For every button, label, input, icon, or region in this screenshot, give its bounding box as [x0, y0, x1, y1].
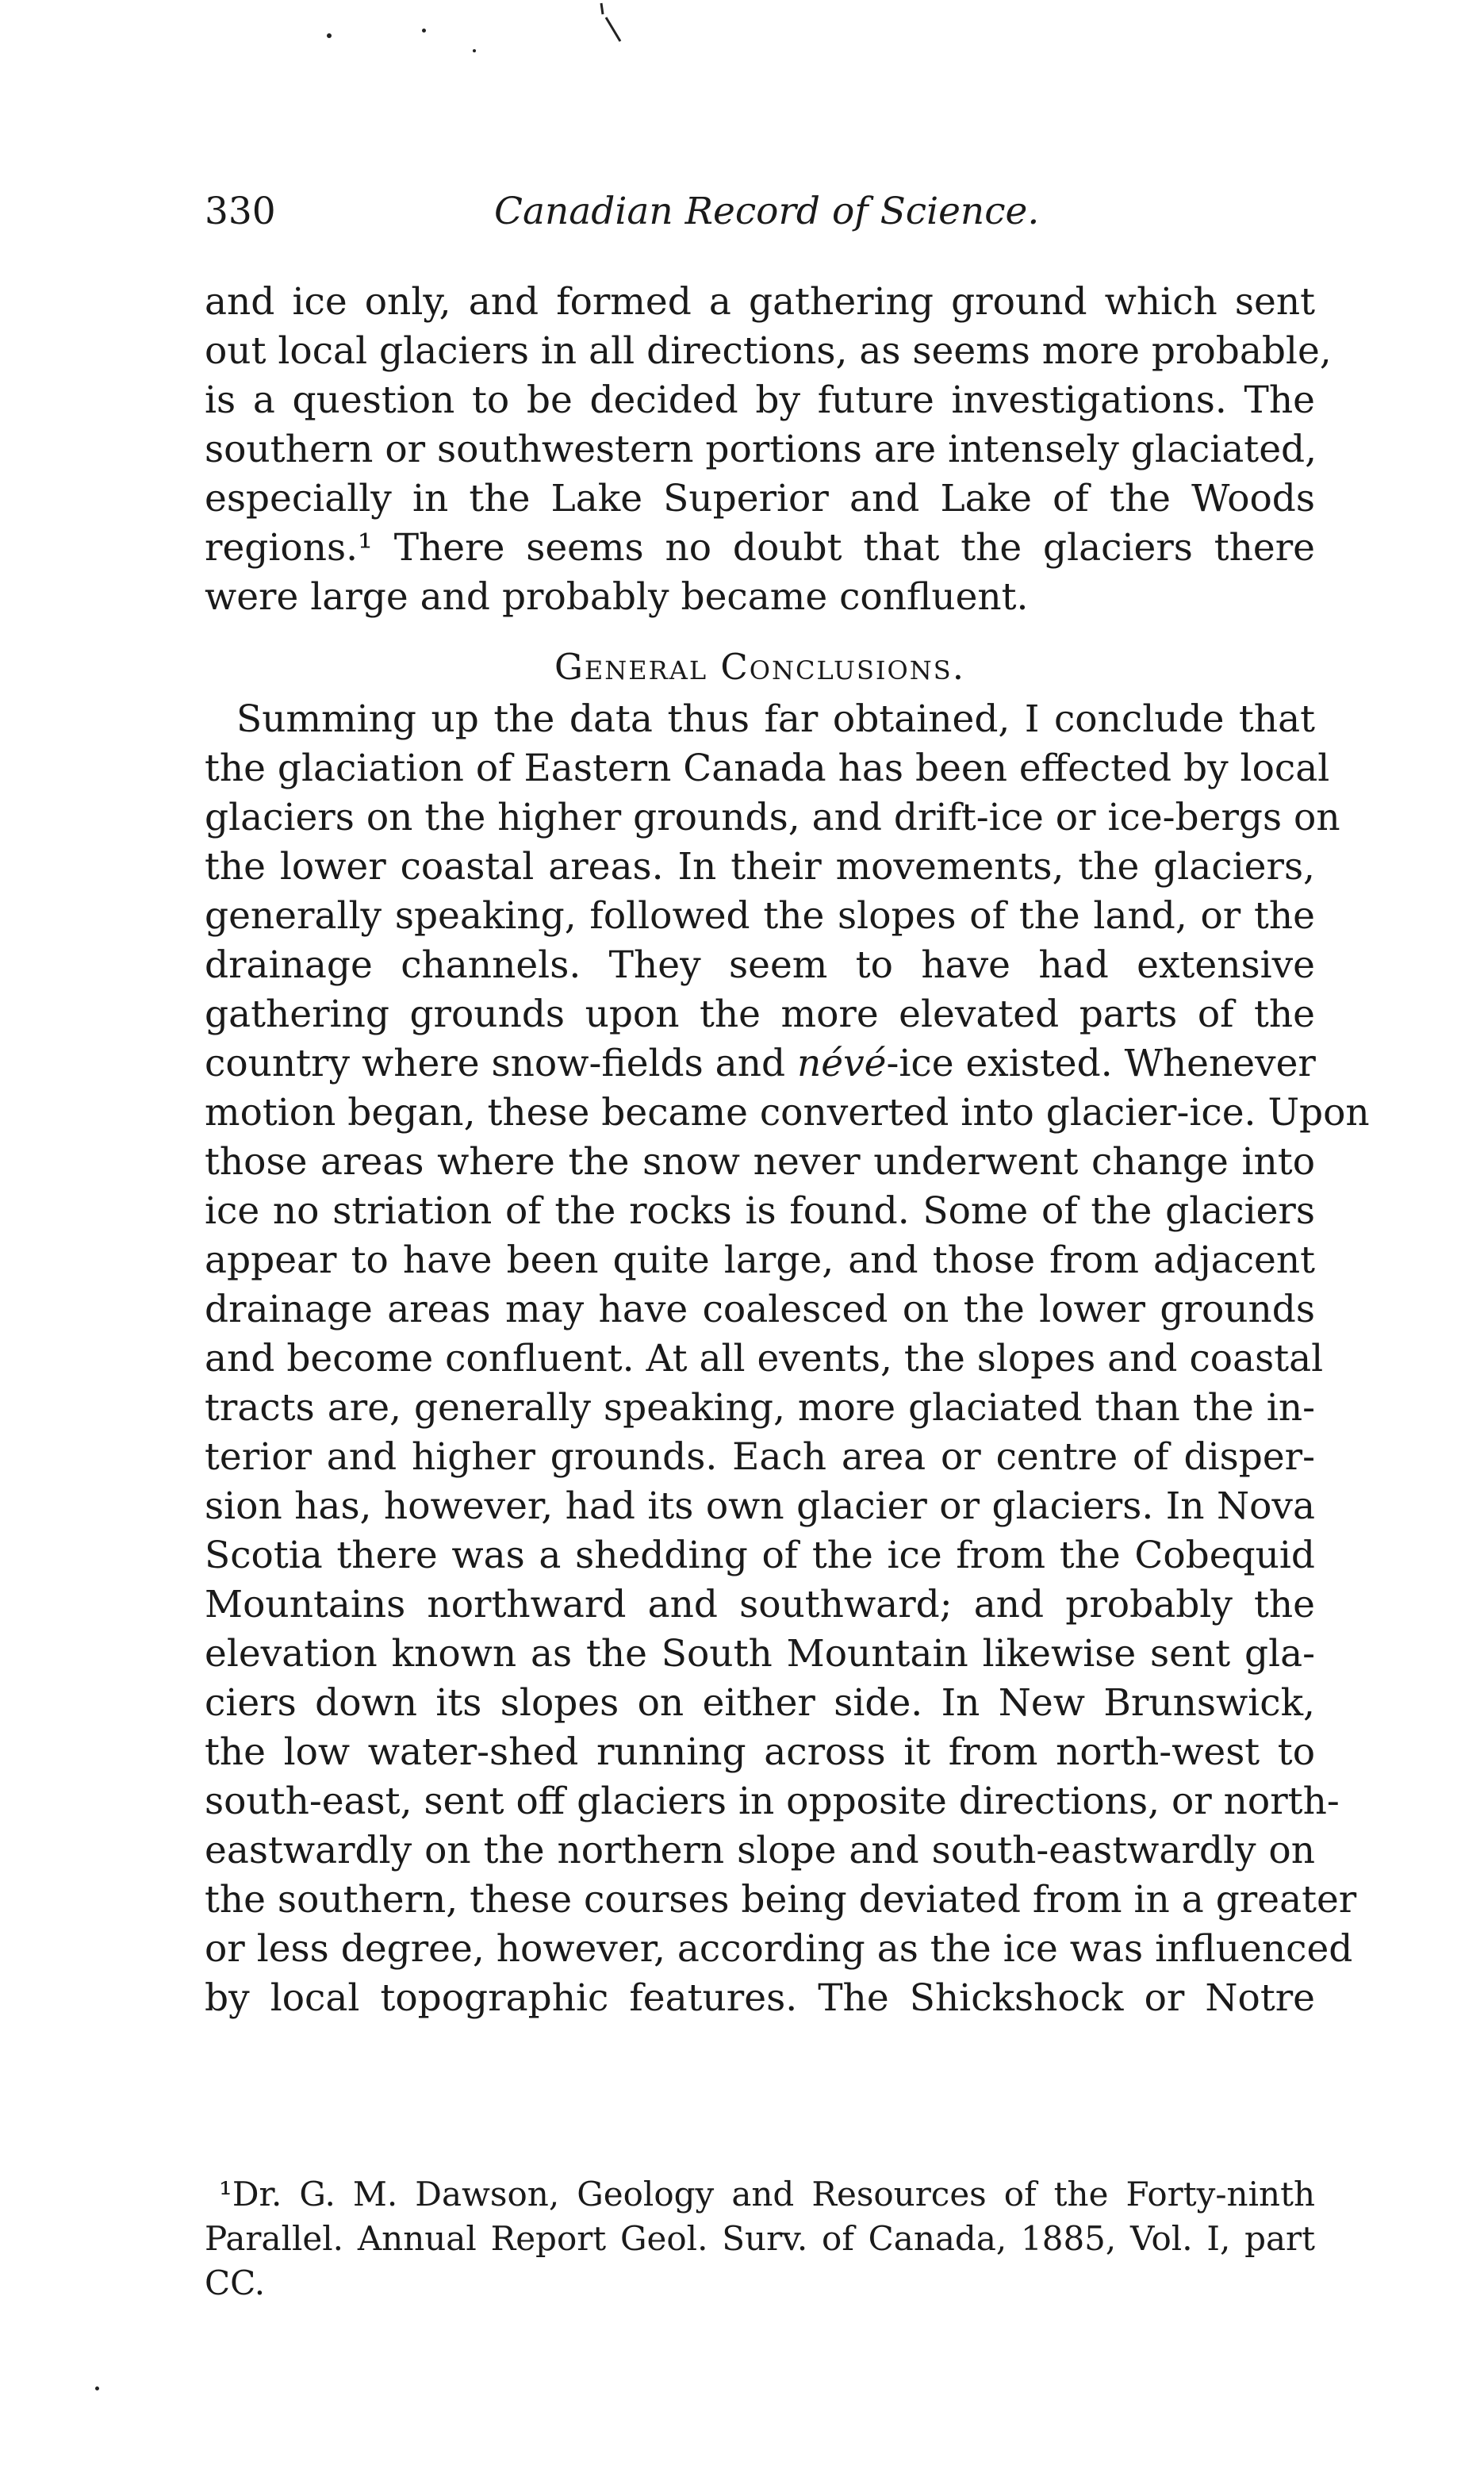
scan-mark: [596, 0, 628, 48]
text-line: by local topographic features. The Shickshock or Notre: [205, 1976, 1315, 2020]
text-line: eastwardly on the northern slope and south-eastwardly on: [205, 1829, 1315, 1872]
text-line: is a question to be decided by future investigations. The: [205, 378, 1315, 422]
speck: [422, 29, 426, 33]
text-line: drainage areas may have coalesced on the lower grounds: [205, 1288, 1315, 1331]
body-text: [205, 278, 1370, 2023]
text-line: especially in the Lake Superior and Lake of the Woods: [205, 477, 1315, 520]
text-line: and become confluent. At all events, the slopes and coastal: [205, 1337, 1324, 1380]
text-line: the lower coastal areas. In their movements, the glaciers,: [205, 845, 1315, 889]
text-line: those areas where the snow never underwent change into: [205, 1140, 1315, 1184]
text-line: and ice only, and formed a gathering ground which sent: [205, 280, 1315, 324]
text-line: or less degree, however, according as the ice was influenced: [205, 1927, 1353, 1971]
text-line: were large and probably became confluent.: [205, 575, 1029, 619]
text-line: ice no striation of the rocks is found. Some of the glaciers: [205, 1189, 1315, 1233]
text-line: motion began, these became converted into glacier-ice. Upon: [205, 1091, 1370, 1135]
text-line: drainage channels. They seem to have had extensive: [205, 943, 1315, 987]
text-line: appear to have been quite large, and those from adjacent: [205, 1238, 1315, 1282]
footnote-line: CC.: [205, 2264, 266, 2302]
text-line: elevation known as the South Mountain likewise sent gla-: [205, 1632, 1315, 1676]
text-line: terior and higher grounds. Each area or centre of disper-: [205, 1435, 1315, 1479]
footnote-line: ¹Dr. G. M. Dawson, Geology and Resources of the Forty-ninth: [219, 2175, 1315, 2214]
text-line: the glaciation of Eastern Canada has been effected by local: [205, 747, 1330, 790]
speck: [473, 49, 476, 52]
text-line: tracts are, generally speaking, more glaciated than the in-: [205, 1386, 1315, 1430]
footnote: [205, 2172, 1315, 2306]
page-number: 330: [205, 190, 276, 233]
text-line: southern or southwestern portions are intensely glaciated,: [205, 428, 1317, 471]
text-line: the southern, these courses being deviated from in a greater: [205, 1878, 1357, 1922]
text-line: country where snow-fields and névé-ice existed. Whenever: [205, 1042, 1316, 1085]
italic-term: névé: [797, 1042, 887, 1085]
text-line: south-east, sent off glaciers in opposite directions, or north-: [205, 1780, 1340, 1823]
speck: [95, 2386, 99, 2390]
footnote-line: Parallel. Annual Report Geol. Surv. of Canada, 1885, Vol. I, part: [205, 2219, 1315, 2258]
text-line: generally speaking, followed the slopes of the land, or the: [205, 894, 1315, 938]
running-head: [205, 184, 1315, 240]
text-line: glaciers on the higher grounds, and drift-ice or ice-bergs on: [205, 796, 1340, 839]
text-line: sion has, however, had its own glacier or glaciers. In Nova: [205, 1484, 1315, 1528]
paragraph-general-conclusions: [205, 695, 1370, 2023]
text-line: gathering grounds upon the more elevated parts of the: [205, 993, 1315, 1036]
text-line: ciers down its slopes on either side. In New Brunswick,: [205, 1681, 1315, 1725]
text-line: Summing up the data thus far obtained, I conclude that: [236, 697, 1315, 741]
text-line: Scotia there was a shedding of the ice from the Cobequid: [205, 1534, 1315, 1577]
text-line: the low water-shed running across it from north-west to: [205, 1730, 1315, 1774]
text-line: out local glaciers in all directions, as seems more probable,: [205, 329, 1332, 373]
speck: [327, 33, 332, 38]
text-line: regions.¹ There seems no doubt that the glaciers there: [205, 526, 1315, 570]
section-heading: General Conclusions.: [554, 646, 966, 688]
journal-title: Canadian Record of Science.: [494, 190, 1040, 233]
text-line: Mountains northward and southward; and probably the: [205, 1583, 1315, 1626]
paragraph-continued: [205, 278, 1332, 622]
